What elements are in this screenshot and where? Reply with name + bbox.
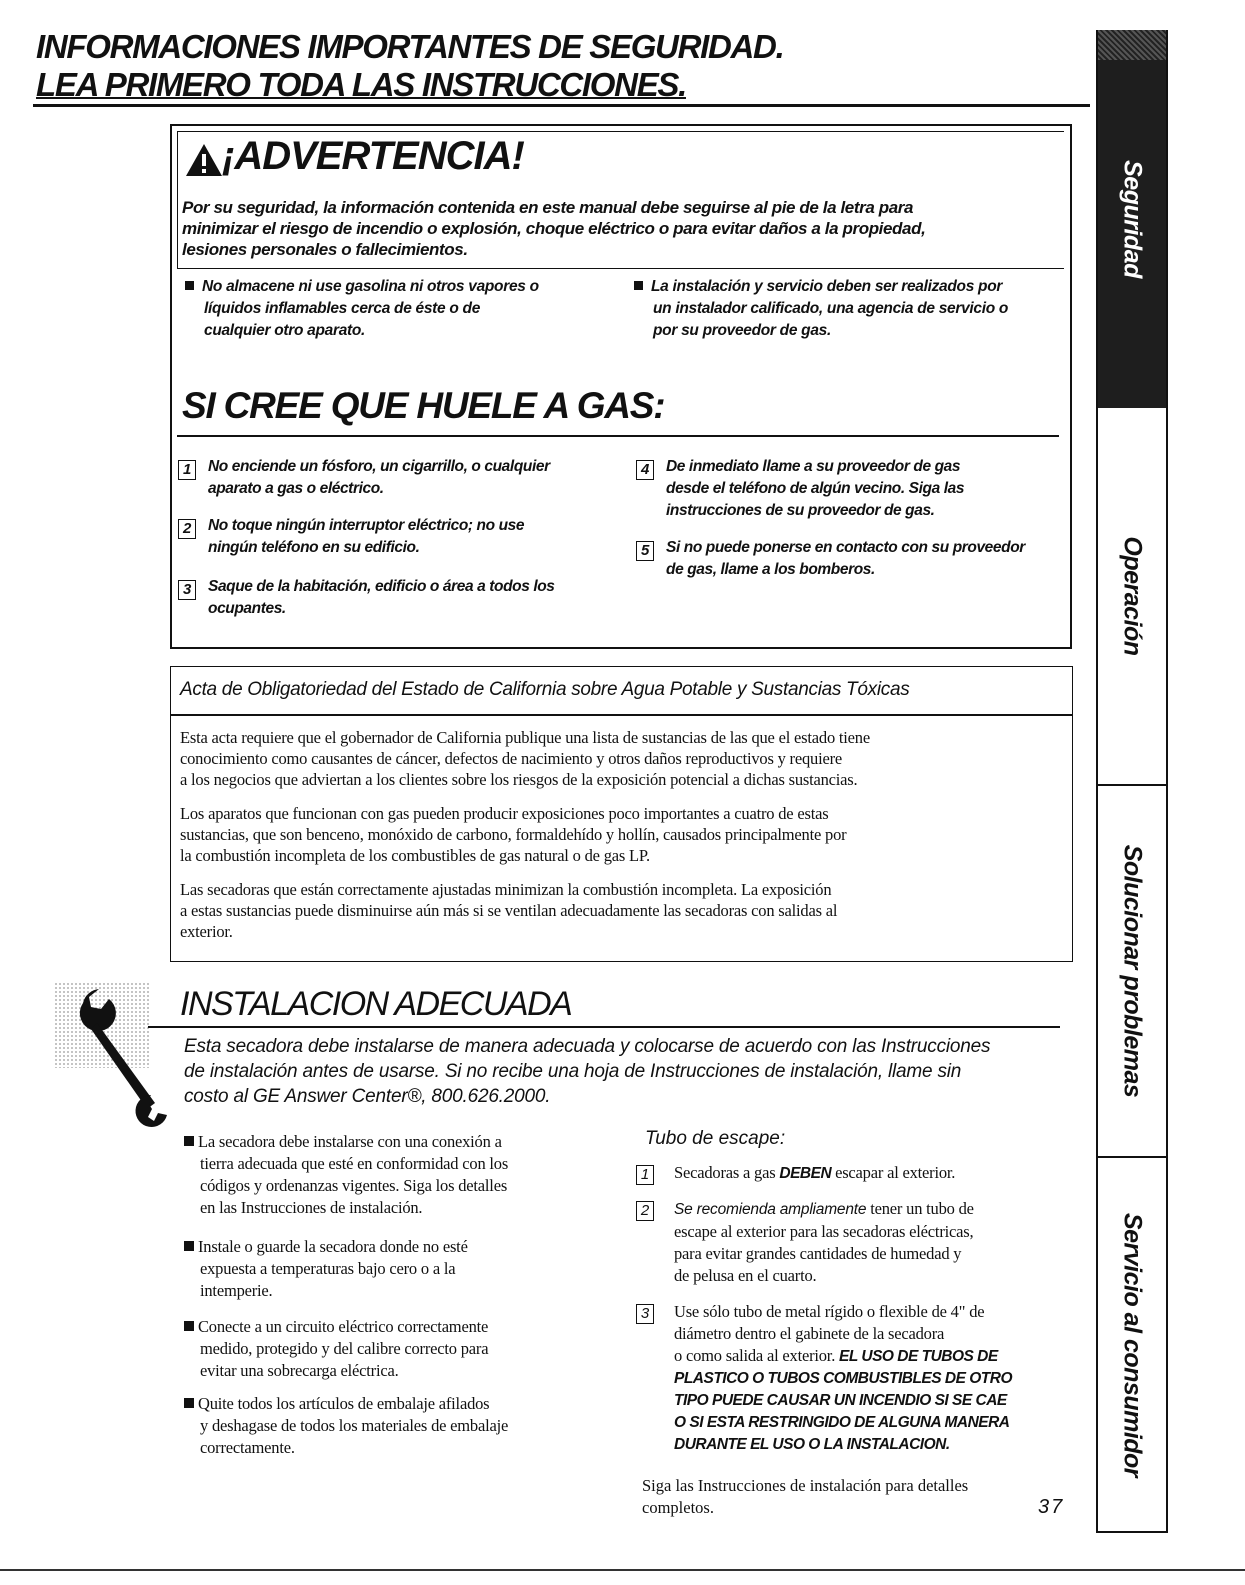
- tab-label-servicio: Servicio al consumidor: [1118, 1212, 1147, 1477]
- step-number: 4: [636, 460, 654, 480]
- california-rule: [170, 714, 1073, 716]
- closing-note: [642, 1475, 1065, 1519]
- text-line: Use sólo tubo de metal rígido o flexible de 4" de: [674, 1302, 985, 1321]
- bullet-line: correctamente.: [200, 1438, 295, 1457]
- gas-step-4: [636, 456, 1066, 526]
- step-number: 3: [178, 580, 196, 600]
- bullet-square-icon: [184, 1321, 194, 1331]
- text-run: o como salida al exterior.: [674, 1346, 840, 1365]
- installation-bullet-3: [184, 1316, 614, 1382]
- installation-intro: [184, 1034, 1064, 1109]
- text-line-bold: DURANTE EL USO O LA INSTALACION.: [674, 1436, 950, 1453]
- step-line: Saque de la habitación, edificio o área a todos los: [208, 578, 555, 595]
- exhaust-item-3: [636, 1301, 1066, 1461]
- step-number: 3: [636, 1304, 654, 1324]
- step-line: aparato a gas o eléctrico.: [208, 480, 384, 497]
- text-line-bold: O SI ESTA RESTRINGIDO DE ALGUNA MANERA: [674, 1414, 1010, 1431]
- page-bottom-rule: [0, 1569, 1245, 1571]
- bullet-square-icon: [184, 1136, 194, 1146]
- installation-bullet-4: [184, 1393, 614, 1459]
- installation-bullet-2: [184, 1236, 614, 1302]
- step-line: No enciende un fósforo, un cigarrillo, o cualquier: [208, 458, 550, 475]
- bullet-square-icon: [634, 281, 643, 290]
- bullet-line: Instale o guarde la secadora donde no esté: [198, 1237, 468, 1256]
- bullet-square-icon: [185, 281, 194, 290]
- page-title-line1: INFORMACIONES IMPORTANTES DE SEGURIDAD.: [36, 28, 784, 65]
- step-line: desde el teléfono de algún vecino. Siga las: [666, 480, 965, 497]
- bullet-line: intemperie.: [200, 1281, 273, 1300]
- bullet-line: Conecte a un circuito eléctrico correctamente: [198, 1317, 489, 1336]
- text-run: Secadoras a gas: [674, 1163, 780, 1182]
- intro-line: Esta secadora debe instalarse de manera adecuada y colocarse de acuerdo con las Instrucciones: [184, 1036, 991, 1057]
- step-line: instrucciones de su proveedor de gas.: [666, 502, 935, 519]
- exhaust-title: Tubo de escape:: [645, 1128, 786, 1149]
- page-title-line2: LEA PRIMERO TODA LAS INSTRUCCIONES.: [36, 66, 686, 103]
- california-paragraph-2: [180, 803, 1070, 866]
- gas-section-title: SI CREE QUE HUELE A GAS:: [182, 385, 665, 426]
- step-line: ocupantes.: [208, 600, 286, 617]
- warning-text-line: Por su seguridad, la información contenida en este manual debe seguirse al pie de la letra para: [182, 198, 914, 217]
- warning-text-line: minimizar el riesgo de incendio o explosión, choque eléctrico o para evitar daños a la propiedad,: [182, 219, 926, 238]
- bullet-line: en las Instrucciones de instalación.: [200, 1198, 423, 1217]
- closing-line: Siga las Instrucciones de instalación para detalles: [642, 1476, 969, 1495]
- step-number: 5: [636, 541, 654, 561]
- california-title: Acta de Obligatoriedad del Estado de California sobre Agua Potable y Sustancias Tóxicas: [180, 679, 910, 700]
- tab-label-seguridad: Seguridad: [1118, 160, 1147, 278]
- step-number: 2: [636, 1201, 654, 1221]
- step-line: ningún teléfono en su edificio.: [208, 539, 420, 556]
- text-line: diámetro dentro el gabinete de la secadora: [674, 1324, 945, 1343]
- paragraph-line: Esta acta requiere que el gobernador de California publique una lista de sustancias de las que el estado tiene: [180, 728, 870, 747]
- text-line: de pelusa en el cuarto.: [674, 1266, 817, 1285]
- bullet-line: códigos y ordenanzas vigentes. Siga los detalles: [200, 1176, 508, 1195]
- gas-step-5: [636, 537, 1066, 585]
- bullet-line: líquidos inflamables cerca de éste o de: [204, 300, 481, 317]
- intro-line: costo al GE Answer Center®, 800.626.2000.: [184, 1086, 551, 1107]
- bullet-line: No almacene ni use gasolina ni otros vapores o: [202, 278, 539, 295]
- tab-seguridad[interactable]: [1096, 30, 1168, 408]
- bullet-line: cualquier otro aparato.: [204, 322, 366, 339]
- bullet-line: un instalador calificado, una agencia de servicio o: [653, 300, 1009, 317]
- step-number: 1: [636, 1165, 654, 1185]
- step-line: de gas, llame a los bomberos.: [666, 561, 875, 578]
- text-run-bold: EL USO DE TUBOS DE: [839, 1348, 998, 1365]
- exhaust-item-1: [636, 1162, 1066, 1188]
- bullet-line: por su proveedor de gas.: [653, 322, 831, 339]
- text-line: escape al exterior para las secadoras eléctricas,: [674, 1222, 974, 1241]
- gas-rule: [177, 435, 1059, 437]
- text-line-bold: PLASTICO O TUBOS COMBUSTIBLES DE OTRO: [674, 1370, 1013, 1387]
- tab-label-operacion: Operación: [1118, 536, 1147, 656]
- gas-step-2: [178, 515, 618, 563]
- bullet-line: La secadora debe instalarse con una conexión a: [198, 1132, 502, 1151]
- paragraph-line: sustancias, que son benceno, monóxido de carbono, formaldehído y hollín, causados principalmente por: [180, 825, 847, 844]
- step-line: No toque ningún interruptor eléctrico; no use: [208, 517, 525, 534]
- bullet-square-icon: [184, 1398, 194, 1408]
- installation-bullet-1: [184, 1131, 614, 1219]
- step-number: 2: [178, 519, 196, 539]
- tab-solucionar-problemas[interactable]: [1096, 786, 1168, 1156]
- step-line: De inmediato llame a su proveedor de gas: [666, 458, 961, 475]
- bullet-line: tierra adecuada que esté en conformidad con los: [200, 1154, 509, 1173]
- bullet-line: evitar una sobrecarga eléctrica.: [200, 1361, 399, 1380]
- bullet-line: Quite todos los artículos de embalaje afilados: [198, 1394, 490, 1413]
- text-run: tener un tubo de: [866, 1199, 974, 1218]
- bullet-line: y deshagase de todos los materiales de embalaje: [200, 1416, 509, 1435]
- wrench-icon: [55, 983, 170, 1133]
- paragraph-line: exterior.: [180, 922, 233, 941]
- text-run-italic: Se recomienda ampliamente: [674, 1201, 867, 1218]
- title-rule: [33, 104, 1090, 107]
- paragraph-line: a los negocios que adviertan a los clientes sobre los riesgos de la exposición potencial a dichas sustancias.: [180, 770, 858, 789]
- paragraph-line: conocimiento como causantes de cáncer, defectos de nacimiento y otros daños reproductivos y requiere: [180, 749, 843, 768]
- gas-step-1: [178, 456, 618, 504]
- warning-triangle-icon: [184, 142, 224, 178]
- paragraph-line: a estas sustancias puede disminuirse aún más si se ventilan adecuadamente las secadoras con salidas al: [180, 901, 838, 920]
- bullet-line: medido, protegido y del calibre correcto para: [200, 1339, 489, 1358]
- paragraph-line: Las secadoras que están correctamente ajustadas minimizan la combustión incompleta. La exposición: [180, 880, 832, 899]
- bullet-square-icon: [184, 1241, 194, 1251]
- warning-text-line: lesiones personales o fallecimientos.: [182, 240, 468, 259]
- warning-bullet-installation: [634, 276, 1008, 342]
- text-run: escapar al exterior.: [831, 1163, 956, 1182]
- paragraph-line: Los aparatos que funcionan con gas pueden producir exposiciones poco importantes a cuatro de estas: [180, 804, 829, 823]
- text-line-bold: TIPO PUEDE CAUSAR UN INCENDIO SI SE CAE: [674, 1392, 1007, 1409]
- page-title: [36, 28, 783, 104]
- bullet-line: La instalación y servicio deben ser realizados por: [651, 278, 1003, 295]
- text-run-bold: DEBEN: [779, 1165, 832, 1182]
- warning-bullet-gasoline: [185, 276, 539, 342]
- california-paragraph-1: [180, 727, 1070, 790]
- bullet-line: expuesta a temperaturas bajo cero o a la: [200, 1259, 456, 1278]
- tab-label-solucionar: Solucionar problemas: [1118, 844, 1147, 1098]
- gas-step-3: [178, 576, 618, 624]
- installation-title: INSTALACION ADECUADA: [180, 985, 572, 1023]
- warning-text: [182, 197, 1062, 260]
- tab-texture: [1098, 30, 1166, 60]
- text-line: para evitar grandes cantidades de humedad y: [674, 1244, 962, 1263]
- exhaust-item-2: [636, 1198, 1066, 1290]
- page-number: 37: [1038, 1496, 1065, 1518]
- tab-servicio-al-consumidor[interactable]: [1096, 1158, 1168, 1533]
- closing-line: completos.: [642, 1498, 714, 1517]
- installation-rule: [148, 1026, 1060, 1028]
- tab-operacion[interactable]: [1096, 408, 1168, 784]
- california-paragraph-3: [180, 879, 1070, 942]
- section-tabs: [1096, 30, 1168, 1585]
- step-line: Si no puede ponerse en contacto con su proveedor: [666, 539, 1025, 556]
- step-number: 1: [178, 460, 196, 480]
- intro-line: de instalación antes de usarse. Si no recibe una hoja de Instrucciones de instalación, llame sin: [184, 1061, 962, 1082]
- warning-title: ¡ADVERTENCIA!: [222, 134, 524, 178]
- paragraph-line: la combustión incompleta de los combustibles de gas natural o de gas LP.: [180, 846, 650, 865]
